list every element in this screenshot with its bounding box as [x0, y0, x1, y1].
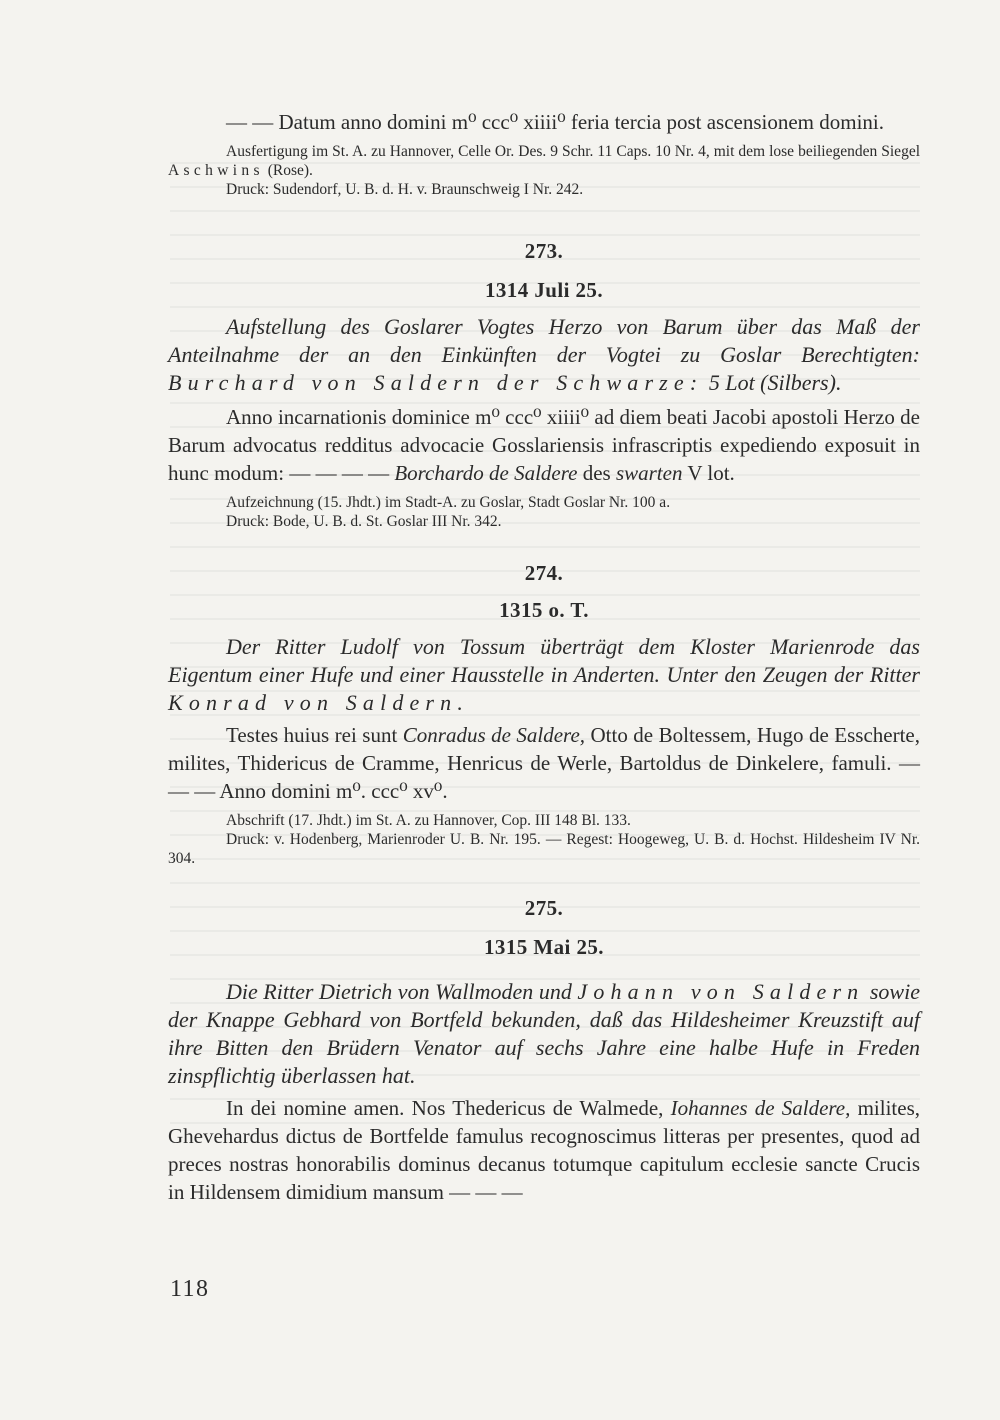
entry-274-number: 274.: [524, 561, 564, 585]
page-number: 118: [170, 1276, 210, 1302]
entry-274-summary: [168, 633, 920, 717]
entry-274-summary-name: Konrad von Saldern.: [168, 690, 469, 715]
entry-274-note-archive: Abschrift (17. Jhdt.) im St. A. zu Hannover, Cop. III 148 Bl. 133.: [226, 812, 631, 829]
intro-note-seal-name: Aschwins: [168, 162, 264, 179]
entry-273-note-print: Druck: Bode, U. B. d. St. Goslar III Nr. 342.: [226, 513, 502, 530]
entry-273-text-name: Borchardo de Saldere: [394, 461, 578, 485]
intro-line: — — Datum anno domini m⁰ ccc⁰ xiiii⁰ feria tercia post ascensionem domini.: [226, 110, 885, 134]
entry-273-date: 1314 Juli 25.: [484, 278, 604, 302]
entry-275-date: 1315 Mai 25.: [484, 935, 604, 959]
entry-273-summary-name: Burchard von Saldern der Schwarze:: [168, 370, 704, 395]
entry-273-text-ital: swarten: [615, 461, 683, 485]
entry-275-text-a: In dei nomine amen. Nos Thedericus de Walmede,: [226, 1096, 664, 1120]
entry-275-text-b: milites, Ghevehardus dictus de Bortfelde famulus recognoscimus litteras per presentes, quod ad preces nostras honorabilis dominus decanus totumque capitulum ecclesie sancte Crucis in Hildensem dimidium mansum — — —: [168, 1096, 920, 1204]
entry-273-text-c: V lot.: [687, 461, 735, 485]
entry-275-summary: [168, 978, 920, 1090]
entry-274-text-name: Conradus de Saldere,: [402, 723, 586, 747]
intro-note-archive-end: (Rose).: [267, 162, 313, 179]
entry-274-summary-text: Der Ritter Ludolf von Tossum überträgt dem Kloster Marienrode das Eigentum einer Hufe und einer Hausstelle in Anderten. Unter den Zeugen der Ritter: [168, 634, 920, 687]
entry-273-note-archive: Aufzeichnung (15. Jhdt.) im Stadt-A. zu Goslar, Stadt Goslar Nr. 100 a.: [226, 494, 671, 511]
document-page: [168, 108, 920, 1206]
entry-275-summary-name: Johann von Saldern: [577, 979, 865, 1004]
intro-note-print: Druck: Sudendorf, U. B. d. H. v. Braunschweig I Nr. 242.: [226, 181, 584, 198]
entry-275-summary-text: Die Ritter Dietrich von Wallmoden und: [226, 979, 572, 1004]
entry-273-number: 273.: [524, 239, 564, 263]
entry-275-text-name: Iohannes de Saldere,: [670, 1096, 851, 1120]
entry-273-summary-end: 5 Lot (Silbers).: [708, 370, 842, 395]
entry-275-text: [168, 1094, 920, 1206]
entry-273-summary: [168, 313, 920, 397]
entry-274-text: [168, 721, 920, 805]
entry-274-text-a: Testes huius rei sunt: [226, 723, 398, 747]
intro-note-archive-text: Ausfertigung im St. A. zu Hannover, Celle Or. Des. 9 Schr. 11 Caps. 10 Nr. 4, mit dem lose beiliegenden Siegel: [226, 143, 920, 160]
entry-275-number: 275.: [524, 896, 564, 920]
entry-275-summary-end: sowie der Knappe Gebhard von Bortfeld bekunden, daß das Hildesheimer Kreuzstift auf ihre Bitten den Brüdern Venator auf sechs Jahre eine halbe Hufe in Freden zinspflichtig überlassen hat.: [168, 979, 920, 1088]
entry-274-text-b: Otto de Boltessem, Hugo de Esscherte, milites, Thidericus de Cramme, Henricus de Werle, Bartoldus de Dinkelere, famuli. — — — Anno domini m⁰. ccc⁰ xv⁰.: [168, 723, 920, 803]
entry-273-text-b: des: [582, 461, 611, 485]
entry-273-summary-text: Aufstellung des Goslarer Vogtes Herzo von Barum über das Maß der Anteilnahme der an den Einkünften der Vogtei zu Goslar Berechtigten:: [168, 314, 920, 367]
intro-note-archive: [168, 142, 920, 180]
entry-273-text: [168, 403, 920, 487]
entry-274-date: 1315 o. T.: [499, 598, 589, 622]
entry-273-text-a: Anno incarnationis dominice m⁰ ccc⁰ xiiii⁰ ad diem beati Jacobi apostoli Herzo de Barum advocatus redditus advocacie Gosslariensis infrascriptis expediendo exposuit in hunc modum: — — — —: [168, 405, 920, 485]
entry-274-note-print: Druck: v. Hodenberg, Marienroder U. B. Nr. 195. — Regest: Hoogeweg, U. B. d. Hochst. Hildesheim IV Nr. 304.: [168, 831, 920, 867]
